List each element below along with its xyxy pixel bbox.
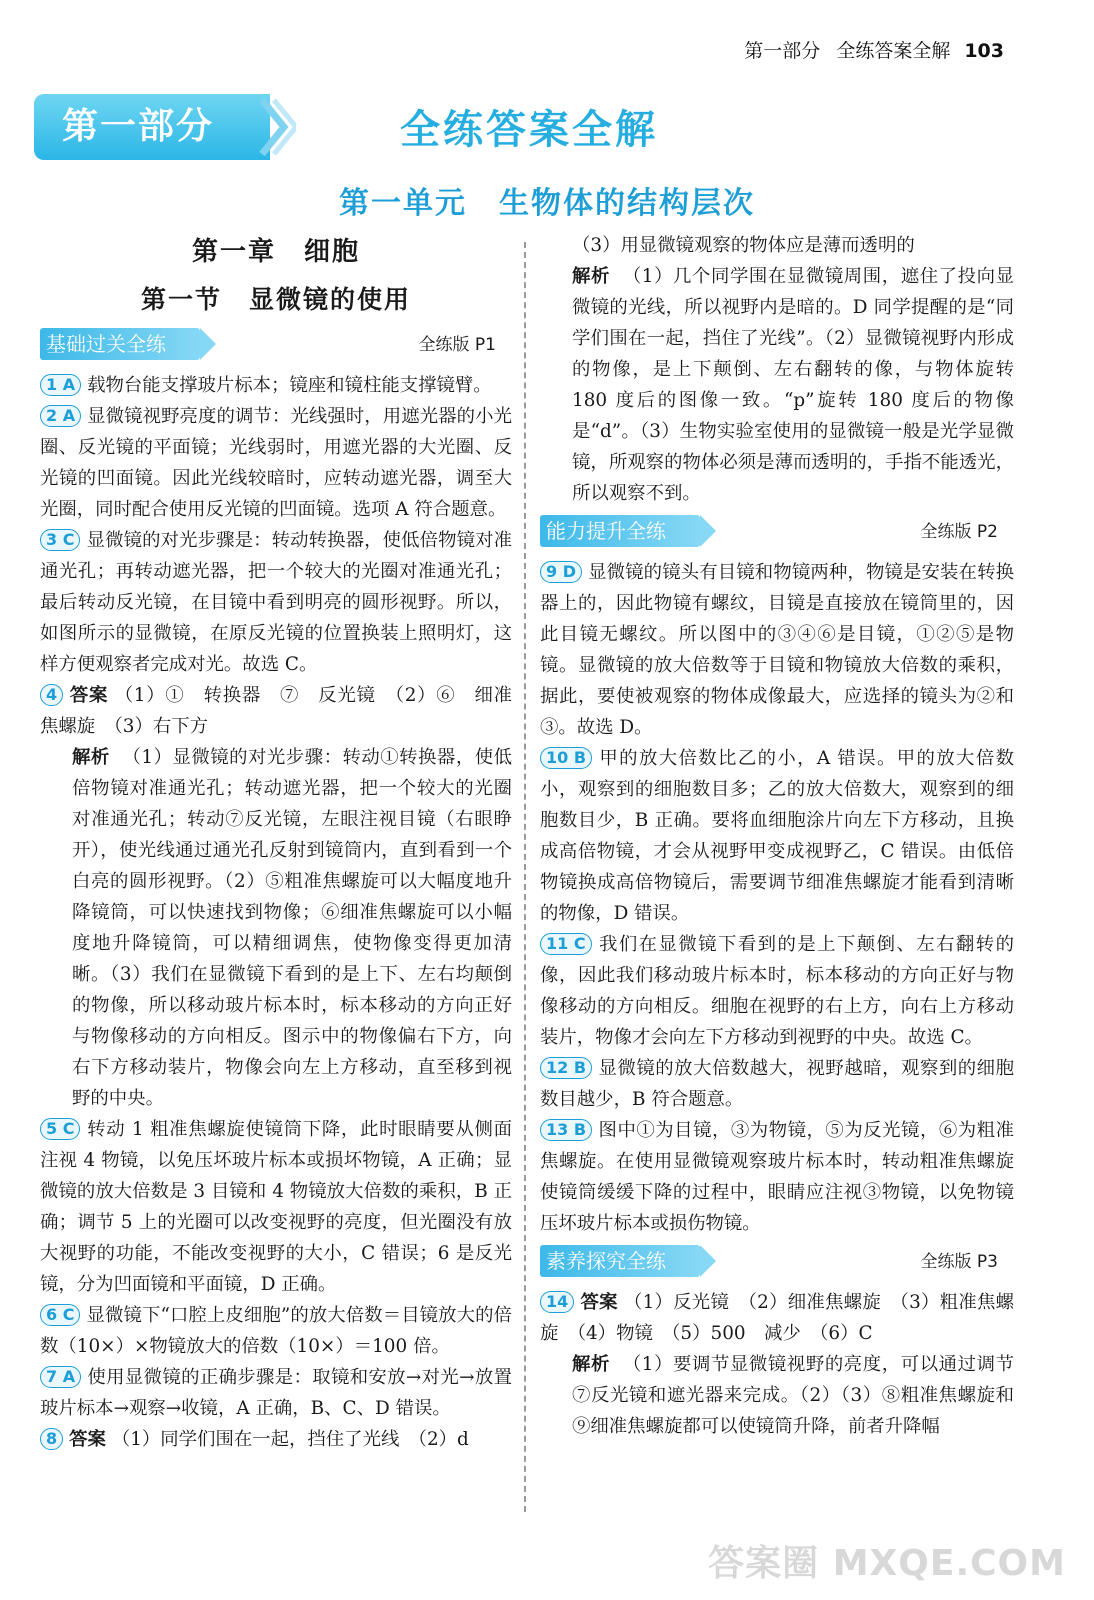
answer-continued: （3）用显微镜观察的物体应是薄而透明的 (572, 235, 915, 256)
section-tag-label: 素养探究全练 (546, 1249, 666, 1273)
question-number: 8 (40, 1428, 63, 1450)
section-header-ability (540, 515, 1014, 549)
analysis-block (40, 742, 512, 1114)
question-number: 2 A (40, 405, 81, 427)
question-number: 4 (40, 684, 63, 706)
answer-item (540, 1115, 1014, 1239)
chevron-icon (256, 94, 296, 160)
item-text: 显微镜的对光步骤是：转动转换器，使低倍物镜对准通光孔；再转动遮光器，把一个较大的光圈对准通光孔；最后转动反光镜，在目镜中看到明亮的圆形视野。所以，如图所示的显微镜，在原反光镜的位置换装上照明灯，这样方便观察者完成对光。故选 C。 (40, 530, 512, 675)
answer-item (40, 1424, 512, 1455)
section-ref: 全练版 P1 (418, 335, 496, 355)
analysis-text: （1）显微镜的对光步骤：转动①转换器，使低倍物镜对准通光孔；转动遮光器，把一个较大的光圈对准通光孔；转动⑦反光镜，左眼注视目镜（右眼睁开），使光线通过通光孔反射到镜筒内，直到看到一个白亮的圆形视野。（2）⑤粗准焦螺旋可以大幅度地升降镜筒，可以快速找到物像；⑥细准焦螺旋可以小幅度地升降镜筒，可以精细调焦，使物像变得更加清晰。（3）我们在显微镜下看到的是上下、左右均颠倒的物像，所以移动玻片标本时，标本移动的方向正好与物像移动的方向相反。图示中的物像偏右下方，向右下方移动装片，物像会向左上方移动，直至移到视野的中央。 (72, 747, 512, 1109)
running-header (744, 36, 1004, 63)
section-header-basic (40, 328, 512, 362)
answer-text: （1）同学们围在一起，挡住了光线 （2）d (111, 1429, 469, 1450)
section-ref: 全练版 P2 (920, 522, 998, 542)
chapter-title: 第一章 细胞 (191, 237, 360, 267)
item-text: 显微镜的镜头有目镜和物镜两种，物镜是安装在转换器上的，因此物镜有螺纹，目镜是直接放在镜筒里的，因此目镜无螺纹。所以图中的③④⑥是目镜，①②⑤是物镜。显微镜的放大倍数等于目镜和物镜放大倍数的乘积，据此，要使被观察的物体成像最大，应选择的镜头为②和③。故选 D。 (540, 562, 1014, 738)
analysis-block (540, 1349, 1014, 1442)
question-number: 9 D (540, 561, 582, 583)
question-number: 14 (540, 1291, 574, 1313)
tag-arrow-icon (700, 515, 716, 547)
answer-item (40, 1362, 512, 1424)
analysis-text: （1）要调节显微镜视野的亮度，可以通过调节⑦反光镜和遮光器来完成。（2）（3）⑧粗准焦螺旋和⑨细准焦螺旋都可以使镜筒升降，前者升降幅 (572, 1354, 1014, 1437)
answer-item (540, 1287, 1014, 1349)
answer-label: 答案 (69, 1429, 106, 1450)
section-header-literacy (540, 1245, 1014, 1279)
column-divider (524, 242, 526, 1512)
answer-text: （1）① 转换器 ⑦ 反光镜 （2）⑥ 细准焦螺旋 （3）右下方 (40, 685, 512, 737)
left-column (40, 232, 512, 1455)
watermark: 答案圈 MXQE.COM (708, 1543, 1066, 1584)
question-number: 1 A (40, 374, 81, 396)
answer-item (40, 370, 512, 401)
item-text: 甲的放大倍数比乙的小，A 错误。甲的放大倍数小，观察到的细胞数目多；乙的放大倍数大，观察到的细胞数目少，B 正确。要将血细胞涂片向左下方移动，且换成高倍物镜，才会从视野甲变成视野乙，C 错误。由低倍物镜换成高倍物镜后，需要调节细准焦螺旋才能看到清晰的物像，D 错误。 (540, 748, 1014, 924)
section-ref: 全练版 P3 (920, 1252, 998, 1272)
question-number: 12 B (540, 1057, 592, 1079)
section-tag-label: 能力提升全练 (546, 519, 666, 543)
main-title: 全练答案全解 (400, 107, 658, 153)
question-number: 6 C (40, 1304, 80, 1326)
item-text: 我们在显微镜下看到的是上下颠倒、左右翻转的像，因此我们移动玻片标本时，标本移动的方向正好与物像移动的方向相反。细胞在视野的右上方，向右上方移动装片，物像才会向左下方移动到视野的中央。故选 C。 (540, 934, 1014, 1048)
question-number: 5 C (40, 1118, 80, 1140)
answer-item (540, 743, 1014, 929)
analysis-text: （1）几个同学围在显微镜周围，遮住了投向显微镜的光线，所以视野内是暗的。D 同学提醒的是“同学们围在一起，挡住了光线”。（2）显微镜视野内形成的物像，是上下颠倒、左右翻转的像，与物体旋转 180 度后的图像一致。“p”旋转 180 度后的物像是“d”。（3）生物实验室使用的显微镜一般是光学显微镜，所观察的物体必须是薄而透明的，手指不能透光，所以观察不到。 (572, 266, 1014, 504)
item-text: 显微镜视野亮度的调节：光线强时，用遮光器的小光圈、反光镜的平面镜；光线弱时，用遮光器的大光圈、反光镜的凹面镜。因此光线较暗时，应转动遮光器，调至大光圈，同时配合使用反光镜的凹面镜。选项 A 符合题意。 (40, 406, 512, 520)
analysis-label: 解析 (72, 747, 110, 768)
page-number: 103 (964, 40, 1004, 62)
item-text: 图中①为目镜，③为物镜，⑤为反光镜，⑥为粗准焦螺旋。在使用显微镜观察玻片标本时，转动粗准焦螺旋使镜筒缓缓下降的过程中，眼睛应注视③物镜，以免物镜压坏玻片标本或损伤物镜。 (540, 1120, 1014, 1234)
section-tag-label: 基础过关全练 (46, 332, 166, 356)
right-column (540, 230, 1014, 1442)
item-text: 显微镜的放大倍数越大，视野越暗，观察到的细胞数目越少，B 符合题意。 (540, 1058, 1014, 1110)
header-title: 全练答案全解 (836, 40, 951, 62)
analysis-block (540, 261, 1014, 509)
section-tag (540, 515, 700, 547)
question-number: 11 C (540, 933, 592, 955)
question-number: 10 B (540, 747, 592, 769)
answer-item (540, 929, 1014, 1053)
item-text: 显微镜下“口腔上皮细胞”的放大倍数＝目镜放大的倍数（10×）×物镜放大的倍数（10×）＝100 倍。 (40, 1305, 512, 1357)
answer-label: 答案 (580, 1292, 618, 1313)
item-text: 载物台能支撑玻片标本；镜座和镜柱能支撑镜臂。 (87, 375, 492, 396)
section-title: 第一节 显微镜的使用 (140, 285, 411, 314)
item-text: 转动 1 粗准焦螺旋使镜筒下降，此时眼睛要从侧面注视 4 物镜，以免压坏玻片标本或损坏物镜，A 正确；显微镜的放大倍数是 3 目镜和 4 物镜放大倍数的乘积，B 正确；调节 5 上的光圈可以改变视野的亮度，但光圈没有放大视野的功能，不能改变视野的大小，C 错误；6 是反光镜，分为凹面镜和平面镜，D 正确。 (40, 1119, 512, 1295)
answer-item (40, 525, 512, 680)
item-text: 使用显微镜的正确步骤是：取镜和安放→对光→放置玻片标本→观察→收镜，A 正确，B、C、D 错误。 (40, 1367, 512, 1419)
answer-item (40, 680, 512, 742)
answer-label: 答案 (69, 685, 109, 706)
question-number: 3 C (40, 529, 80, 551)
question-number: 7 A (40, 1366, 81, 1388)
analysis-label: 解析 (572, 266, 610, 287)
header-part: 第一部分 (744, 40, 821, 62)
question-number: 13 B (540, 1119, 592, 1141)
answer-item (540, 557, 1014, 743)
unit-title: 第一单元 生物体的结构层次 (339, 186, 755, 221)
answer-item (40, 401, 512, 525)
answer-item (40, 1114, 512, 1300)
analysis-label: 解析 (572, 1354, 610, 1375)
tag-arrow-icon (200, 328, 216, 360)
section-tag (40, 328, 200, 360)
tag-arrow-icon (700, 1245, 716, 1277)
answer-item (540, 1053, 1014, 1115)
answer-text: （1）反光镜 （2）细准焦螺旋 （3）粗准焦螺旋 （4）物镜 （5）500 减少 （6）C (540, 1292, 1014, 1344)
part-banner: 第一部分 (34, 94, 270, 160)
answer-item (40, 1300, 512, 1362)
section-tag (540, 1245, 700, 1277)
